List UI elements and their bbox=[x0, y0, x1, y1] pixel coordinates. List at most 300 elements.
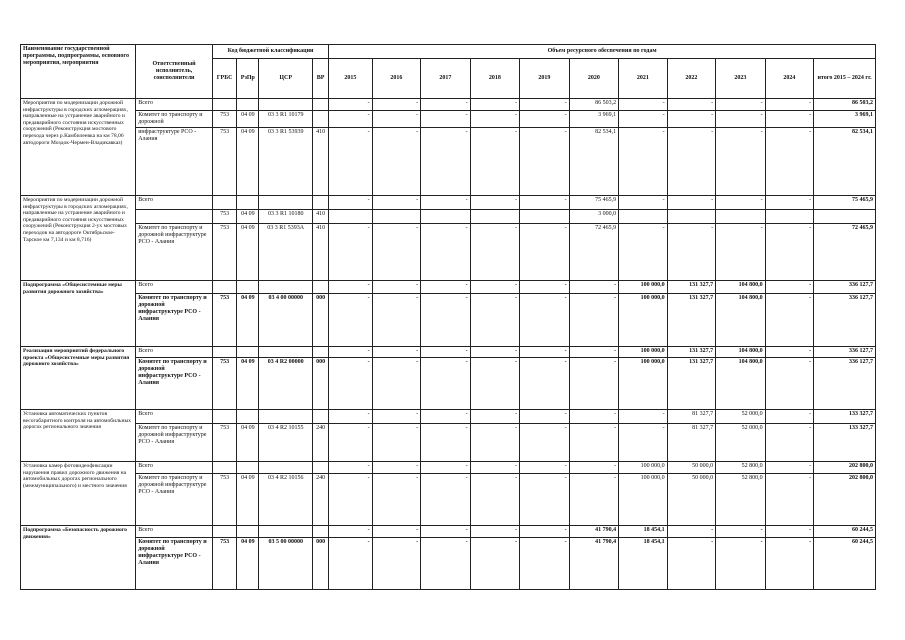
csr-cell bbox=[259, 347, 313, 358]
vr-cell bbox=[312, 526, 328, 538]
year-value-cell: 18 454,1 bbox=[619, 538, 668, 590]
table-row bbox=[21, 281, 876, 294]
year-value-cell: - bbox=[470, 224, 520, 281]
year-value-cell bbox=[619, 210, 668, 224]
year-value-cell bbox=[329, 210, 372, 224]
year-value-cell: 81 327,7 bbox=[667, 424, 716, 462]
year-value-cell: - bbox=[329, 526, 372, 538]
year-value-cell: 100 000,0 bbox=[619, 358, 668, 410]
year-value-cell: - bbox=[765, 128, 814, 196]
year-value-cell: - bbox=[619, 424, 668, 462]
year-value-cell: - bbox=[520, 347, 570, 358]
grbs-cell bbox=[212, 462, 236, 474]
year-value-cell: - bbox=[569, 410, 619, 424]
vr-cell: 000 bbox=[312, 538, 328, 590]
year-value-cell: - bbox=[372, 99, 421, 111]
year-value-cell: 50 000,0 bbox=[667, 462, 716, 474]
year-value-cell: - bbox=[470, 111, 520, 128]
item-name-cell: Установка автоматических пунктов весогабаритного контроля на автомобильных дорогах регионального значения bbox=[21, 410, 136, 462]
rzpr-cell: 04 09 bbox=[237, 474, 259, 526]
year-value-cell: - bbox=[470, 358, 520, 410]
year-value-cell: - bbox=[765, 424, 814, 462]
total-value-cell: 133 327,7 bbox=[814, 410, 876, 424]
header-code-group: Код бюджетной классификации bbox=[212, 45, 328, 59]
year-value-cell: - bbox=[619, 196, 668, 210]
table-row bbox=[21, 424, 876, 462]
year-value-cell: - bbox=[372, 224, 421, 281]
rzpr-cell: 04 09 bbox=[237, 424, 259, 462]
total-value-cell: 60 244,5 bbox=[814, 538, 876, 590]
vr-cell bbox=[312, 281, 328, 294]
vr-cell bbox=[312, 462, 328, 474]
year-value-cell: 75 465,9 bbox=[569, 196, 619, 210]
year-value-cell: - bbox=[470, 196, 520, 210]
year-value-cell: 52 800,0 bbox=[716, 462, 766, 474]
executor-cell: Комитет по транспорту и дорожной инфраструктуре РСО - Алания bbox=[136, 474, 213, 526]
header-volume-group: Объем ресурсного обеспечения по годам bbox=[329, 45, 876, 59]
year-value-cell: - bbox=[569, 281, 619, 294]
year-value-cell: - bbox=[765, 196, 814, 210]
executor-cell: Всего bbox=[136, 196, 213, 210]
rzpr-cell: 04 09 bbox=[237, 128, 259, 196]
rzpr-cell bbox=[237, 462, 259, 474]
year-value-cell: - bbox=[520, 224, 570, 281]
csr-cell bbox=[259, 526, 313, 538]
year-value-cell: 100 000,0 bbox=[619, 294, 668, 347]
year-value-cell: - bbox=[619, 224, 668, 281]
executor-cell: Комитет по транспорту и дорожной инфраструктуре РСО - Алания bbox=[136, 224, 213, 281]
grbs-cell: 753 bbox=[212, 128, 236, 196]
rzpr-cell: 04 09 bbox=[237, 294, 259, 347]
total-value-cell: 133 327,7 bbox=[814, 424, 876, 462]
total-value-cell: 3 969,1 bbox=[814, 111, 876, 128]
year-value-cell: - bbox=[372, 281, 421, 294]
grbs-cell bbox=[212, 196, 236, 210]
total-value-cell: 82 534,1 bbox=[814, 128, 876, 196]
year-value-cell: - bbox=[421, 410, 471, 424]
grbs-cell: 753 bbox=[212, 210, 236, 224]
year-value-cell: - bbox=[372, 474, 421, 526]
csr-cell: 03 3 R1 5393A bbox=[259, 224, 313, 281]
header-rzpr: РзПр bbox=[237, 59, 259, 99]
executor-cell: Всего bbox=[136, 462, 213, 474]
executor-cell bbox=[136, 210, 213, 224]
table-row bbox=[21, 99, 876, 111]
year-value-cell: - bbox=[667, 526, 716, 538]
year-value-cell: 41 790,4 bbox=[569, 538, 619, 590]
year-value-cell: - bbox=[520, 410, 570, 424]
year-value-cell: - bbox=[421, 224, 471, 281]
rzpr-cell: 04 09 bbox=[237, 210, 259, 224]
year-value-cell: - bbox=[765, 281, 814, 294]
header-grbs: ГРБС bbox=[212, 59, 236, 99]
table-row bbox=[21, 111, 876, 128]
table-row bbox=[21, 538, 876, 590]
year-value-cell: - bbox=[667, 538, 716, 590]
vr-cell bbox=[312, 99, 328, 111]
year-value-cell: - bbox=[765, 526, 814, 538]
table-row bbox=[21, 210, 876, 224]
csr-cell: 03 4 R2 00000 bbox=[259, 358, 313, 410]
year-value-cell: - bbox=[765, 474, 814, 526]
executor-cell: Комитет по транспорту и дорожной инфраструктуре РСО - Алания bbox=[136, 538, 213, 590]
year-value-cell: - bbox=[470, 538, 520, 590]
year-value-cell bbox=[667, 210, 716, 224]
header-csr: ЦСР bbox=[259, 59, 313, 99]
total-value-cell bbox=[814, 210, 876, 224]
year-value-cell: - bbox=[421, 281, 471, 294]
year-value-cell: - bbox=[520, 99, 570, 111]
year-value-cell: - bbox=[329, 99, 372, 111]
year-value-cell: - bbox=[470, 474, 520, 526]
year-value-cell: - bbox=[372, 196, 421, 210]
year-value-cell: - bbox=[765, 294, 814, 347]
year-value-cell: - bbox=[520, 294, 570, 347]
year-value-cell: - bbox=[421, 111, 471, 128]
year-value-cell: - bbox=[765, 410, 814, 424]
csr-cell bbox=[259, 410, 313, 424]
grbs-cell bbox=[212, 410, 236, 424]
year-value-cell bbox=[765, 210, 814, 224]
year-value-cell: - bbox=[372, 526, 421, 538]
vr-cell: 240 bbox=[312, 424, 328, 462]
executor-cell: Всего bbox=[136, 410, 213, 424]
executor-cell: Комитет по транспорту и дорожной bbox=[136, 111, 213, 128]
year-value-cell: 3 000,0 bbox=[569, 210, 619, 224]
year-value-cell: - bbox=[716, 224, 766, 281]
year-value-cell: - bbox=[372, 358, 421, 410]
vr-cell: 410 bbox=[312, 224, 328, 281]
grbs-cell: 753 bbox=[212, 111, 236, 128]
grbs-cell bbox=[212, 99, 236, 111]
year-value-cell: - bbox=[329, 196, 372, 210]
table-body bbox=[21, 99, 876, 590]
year-value-cell: 131 327,7 bbox=[667, 294, 716, 347]
year-value-cell: - bbox=[372, 347, 421, 358]
table-row bbox=[21, 347, 876, 358]
rzpr-cell: 04 09 bbox=[237, 538, 259, 590]
item-name-cell: Реализация мероприятий федерального проекта «Общесистемные меры развития дорожного хозяйства» bbox=[21, 347, 136, 410]
year-value-cell: - bbox=[372, 410, 421, 424]
table-row bbox=[21, 294, 876, 347]
vr-cell: 410 bbox=[312, 128, 328, 196]
year-value-cell: - bbox=[470, 347, 520, 358]
total-value-cell: 336 127,7 bbox=[814, 347, 876, 358]
header-program: Наименование государственной программы, подпрограммы, основного мероприятия, мероприятия bbox=[21, 45, 136, 99]
year-value-cell: - bbox=[470, 99, 520, 111]
year-value-cell: - bbox=[569, 294, 619, 347]
year-value-cell: - bbox=[421, 526, 471, 538]
rzpr-cell bbox=[237, 347, 259, 358]
year-value-cell: - bbox=[765, 224, 814, 281]
csr-cell: 03 5 00 00000 bbox=[259, 538, 313, 590]
total-value-cell: 336 127,7 bbox=[814, 281, 876, 294]
year-value-cell: - bbox=[329, 410, 372, 424]
year-value-cell: 100 000,0 bbox=[619, 474, 668, 526]
total-value-cell: 60 244,5 bbox=[814, 526, 876, 538]
year-value-cell: - bbox=[470, 294, 520, 347]
table-row bbox=[21, 462, 876, 474]
year-value-cell: - bbox=[520, 538, 570, 590]
item-name-cell: Подпрограмма «Общесистемные меры развития дорожного хозяйства» bbox=[21, 281, 136, 347]
year-value-cell: 100 000,0 bbox=[619, 462, 668, 474]
year-value-cell: - bbox=[421, 358, 471, 410]
year-value-cell: 100 000,0 bbox=[619, 347, 668, 358]
year-value-cell: - bbox=[619, 111, 668, 128]
year-value-cell: - bbox=[569, 462, 619, 474]
header-year: 2019 bbox=[520, 59, 570, 99]
item-name-cell: Мероприятия по модернизации дорожной инфраструктуры в городских агломерациях, направленные на устранение аварийного и предаварийного состояния искусственных сооружений (Реконструкция 2-ух мостовых переходов на автодороге Октябрьское-Тарское км 7,134 и км 8,716) bbox=[21, 196, 136, 281]
total-value-cell: 202 800,0 bbox=[814, 474, 876, 526]
csr-cell bbox=[259, 281, 313, 294]
year-value-cell: - bbox=[372, 128, 421, 196]
year-value-cell: - bbox=[619, 410, 668, 424]
header-year: 2021 bbox=[619, 59, 668, 99]
year-value-cell: - bbox=[421, 128, 471, 196]
year-value-cell: - bbox=[569, 474, 619, 526]
grbs-cell bbox=[212, 281, 236, 294]
grbs-cell: 753 bbox=[212, 424, 236, 462]
year-value-cell: - bbox=[765, 462, 814, 474]
year-value-cell: 104 800,0 bbox=[716, 294, 766, 347]
year-value-cell: - bbox=[470, 281, 520, 294]
year-value-cell: - bbox=[372, 294, 421, 347]
header-year: 2022 bbox=[667, 59, 716, 99]
year-value-cell: - bbox=[470, 526, 520, 538]
year-value-cell: - bbox=[329, 281, 372, 294]
year-value-cell bbox=[421, 210, 471, 224]
csr-cell: 03 3 R1 10180 bbox=[259, 210, 313, 224]
year-value-cell: - bbox=[569, 424, 619, 462]
year-value-cell: - bbox=[329, 347, 372, 358]
executor-cell: Всего bbox=[136, 99, 213, 111]
year-value-cell: - bbox=[520, 111, 570, 128]
year-value-cell: - bbox=[716, 128, 766, 196]
grbs-cell: 753 bbox=[212, 538, 236, 590]
executor-cell: Всего bbox=[136, 347, 213, 358]
item-name-cell: Мероприятия по модернизации дорожной инфраструктуры в городских агломерациях, направленные на устранение аварийного и предаварийного состояния искусственных сооружений (Реконструкция мостового перехода через р.Камбилеевка на км 78,06 автодороги Моздок-Чермен-Владикавказ) bbox=[21, 99, 136, 196]
year-value-cell: - bbox=[421, 462, 471, 474]
year-value-cell: - bbox=[716, 111, 766, 128]
header-executor: Ответственный исполнитель, соисполнители bbox=[136, 45, 213, 99]
csr-cell: 03 3 R1 53939 bbox=[259, 128, 313, 196]
grbs-cell: 753 bbox=[212, 358, 236, 410]
year-value-cell: - bbox=[421, 196, 471, 210]
executor-cell: инфраструктуре РСО - Алания bbox=[136, 128, 213, 196]
header-total: итого 2015 – 2024 гг. bbox=[814, 59, 876, 99]
year-value-cell: - bbox=[421, 474, 471, 526]
year-value-cell: - bbox=[520, 358, 570, 410]
total-value-cell: 336 127,7 bbox=[814, 358, 876, 410]
header-vr: ВР bbox=[312, 59, 328, 99]
csr-cell: 03 3 R1 10179 bbox=[259, 111, 313, 128]
year-value-cell: 18 454,1 bbox=[619, 526, 668, 538]
year-value-cell: - bbox=[329, 538, 372, 590]
year-value-cell bbox=[520, 210, 570, 224]
csr-cell bbox=[259, 99, 313, 111]
table-row bbox=[21, 410, 876, 424]
year-value-cell: - bbox=[520, 128, 570, 196]
year-value-cell: 52 800,0 bbox=[716, 474, 766, 526]
header-year: 2018 bbox=[470, 59, 520, 99]
grbs-cell: 753 bbox=[212, 224, 236, 281]
year-value-cell: 50 000,0 bbox=[667, 474, 716, 526]
year-value-cell: 104 800,0 bbox=[716, 347, 766, 358]
total-value-cell: 75 465,9 bbox=[814, 196, 876, 210]
executor-cell: Комитет по транспорту и дорожной инфраструктуре РСО - Алания bbox=[136, 358, 213, 410]
csr-cell: 03 4 R2 10156 bbox=[259, 474, 313, 526]
grbs-cell bbox=[212, 347, 236, 358]
year-value-cell: 131 327,7 bbox=[667, 358, 716, 410]
year-value-cell: - bbox=[329, 474, 372, 526]
year-value-cell: 86 503,2 bbox=[569, 99, 619, 111]
year-value-cell: - bbox=[421, 347, 471, 358]
year-value-cell: 104 800,0 bbox=[716, 358, 766, 410]
csr-cell bbox=[259, 462, 313, 474]
year-value-cell: - bbox=[716, 538, 766, 590]
year-value-cell: - bbox=[372, 538, 421, 590]
year-value-cell: - bbox=[520, 196, 570, 210]
year-value-cell: - bbox=[667, 99, 716, 111]
year-value-cell: - bbox=[329, 224, 372, 281]
item-name-cell: Установка камер фотовидеофиксации нарушения правил дорожного движения на автомобильных дорогах регионального (межмуниципального) и местного значения bbox=[21, 462, 136, 526]
year-value-cell: - bbox=[716, 99, 766, 111]
year-value-cell: - bbox=[716, 196, 766, 210]
header-year: 2024 bbox=[765, 59, 814, 99]
year-value-cell bbox=[372, 210, 421, 224]
year-value-cell: - bbox=[765, 111, 814, 128]
year-value-cell: - bbox=[765, 347, 814, 358]
year-value-cell: - bbox=[569, 347, 619, 358]
vr-cell: 240 bbox=[312, 474, 328, 526]
year-value-cell: 52 000,0 bbox=[716, 424, 766, 462]
year-value-cell: 41 790,4 bbox=[569, 526, 619, 538]
year-value-cell: - bbox=[329, 294, 372, 347]
table-row bbox=[21, 474, 876, 526]
year-value-cell: 3 969,1 bbox=[569, 111, 619, 128]
header-year: 2016 bbox=[372, 59, 421, 99]
grbs-cell: 753 bbox=[212, 474, 236, 526]
year-value-cell: - bbox=[329, 424, 372, 462]
year-value-cell: - bbox=[619, 128, 668, 196]
grbs-cell bbox=[212, 526, 236, 538]
table-row bbox=[21, 196, 876, 210]
vr-cell bbox=[312, 347, 328, 358]
rzpr-cell bbox=[237, 410, 259, 424]
year-value-cell: - bbox=[765, 99, 814, 111]
csr-cell: 03 4 00 00000 bbox=[259, 294, 313, 347]
executor-cell: Всего bbox=[136, 281, 213, 294]
year-value-cell: - bbox=[470, 424, 520, 462]
year-value-cell: - bbox=[329, 128, 372, 196]
table-row bbox=[21, 526, 876, 538]
year-value-cell: 100 000,0 bbox=[619, 281, 668, 294]
vr-cell: 410 bbox=[312, 210, 328, 224]
year-value-cell: - bbox=[765, 538, 814, 590]
year-value-cell: - bbox=[421, 99, 471, 111]
header-year: 2017 bbox=[421, 59, 471, 99]
total-value-cell: 86 503,2 bbox=[814, 99, 876, 111]
vr-cell bbox=[312, 196, 328, 210]
csr-cell: 03 4 R2 10155 bbox=[259, 424, 313, 462]
year-value-cell: - bbox=[667, 128, 716, 196]
table-row bbox=[21, 128, 876, 196]
rzpr-cell: 04 09 bbox=[237, 224, 259, 281]
year-value-cell: - bbox=[372, 424, 421, 462]
year-value-cell: 131 327,7 bbox=[667, 281, 716, 294]
year-value-cell: - bbox=[329, 462, 372, 474]
year-value-cell: - bbox=[470, 462, 520, 474]
header-year: 2023 bbox=[716, 59, 766, 99]
item-name-cell: Подпрограмма «Безопасность дорожного движения» bbox=[21, 526, 136, 590]
total-value-cell: 202 800,0 bbox=[814, 462, 876, 474]
rzpr-cell: 04 09 bbox=[237, 358, 259, 410]
header-year: 2015 bbox=[329, 59, 372, 99]
vr-cell bbox=[312, 111, 328, 128]
executor-cell: Всего bbox=[136, 526, 213, 538]
rzpr-cell bbox=[237, 196, 259, 210]
year-value-cell: - bbox=[765, 358, 814, 410]
rzpr-cell: 04 09 bbox=[237, 111, 259, 128]
year-value-cell: - bbox=[667, 224, 716, 281]
year-value-cell: - bbox=[520, 474, 570, 526]
rzpr-cell bbox=[237, 99, 259, 111]
budget-table bbox=[20, 44, 876, 590]
year-value-cell bbox=[716, 210, 766, 224]
year-value-cell: 52 000,0 bbox=[716, 410, 766, 424]
vr-cell: 000 bbox=[312, 358, 328, 410]
year-value-cell: 104 800,0 bbox=[716, 281, 766, 294]
table-row bbox=[21, 224, 876, 281]
year-value-cell: - bbox=[569, 358, 619, 410]
year-value-cell: - bbox=[329, 111, 372, 128]
year-value-cell: - bbox=[470, 410, 520, 424]
year-value-cell: - bbox=[372, 111, 421, 128]
budget-table-page bbox=[20, 44, 876, 590]
executor-cell: Комитет по транспорту и дорожной инфраструктуре РСО - Алания bbox=[136, 424, 213, 462]
year-value-cell: - bbox=[372, 462, 421, 474]
total-value-cell: 336 127,7 bbox=[814, 294, 876, 347]
year-value-cell: 81 327,7 bbox=[667, 410, 716, 424]
year-value-cell: - bbox=[667, 196, 716, 210]
year-value-cell: 82 534,1 bbox=[569, 128, 619, 196]
grbs-cell: 753 bbox=[212, 294, 236, 347]
year-value-cell: - bbox=[520, 526, 570, 538]
year-value-cell: - bbox=[520, 281, 570, 294]
year-value-cell: - bbox=[470, 128, 520, 196]
header-year: 2020 bbox=[569, 59, 619, 99]
rzpr-cell bbox=[237, 281, 259, 294]
vr-cell bbox=[312, 410, 328, 424]
year-value-cell: 72 465,9 bbox=[569, 224, 619, 281]
total-value-cell: 72 465,9 bbox=[814, 224, 876, 281]
year-value-cell bbox=[470, 210, 520, 224]
year-value-cell: - bbox=[329, 358, 372, 410]
year-value-cell: - bbox=[716, 526, 766, 538]
executor-cell: Комитет по транспорту и дорожной инфраструктуре РСО - Алания bbox=[136, 294, 213, 347]
year-value-cell: 131 327,7 bbox=[667, 347, 716, 358]
year-value-cell: - bbox=[619, 99, 668, 111]
year-value-cell: - bbox=[520, 462, 570, 474]
year-value-cell: - bbox=[421, 294, 471, 347]
year-value-cell: - bbox=[421, 538, 471, 590]
year-value-cell: - bbox=[667, 111, 716, 128]
year-value-cell: - bbox=[520, 424, 570, 462]
year-value-cell: - bbox=[421, 424, 471, 462]
table-row bbox=[21, 358, 876, 410]
vr-cell: 000 bbox=[312, 294, 328, 347]
rzpr-cell bbox=[237, 526, 259, 538]
